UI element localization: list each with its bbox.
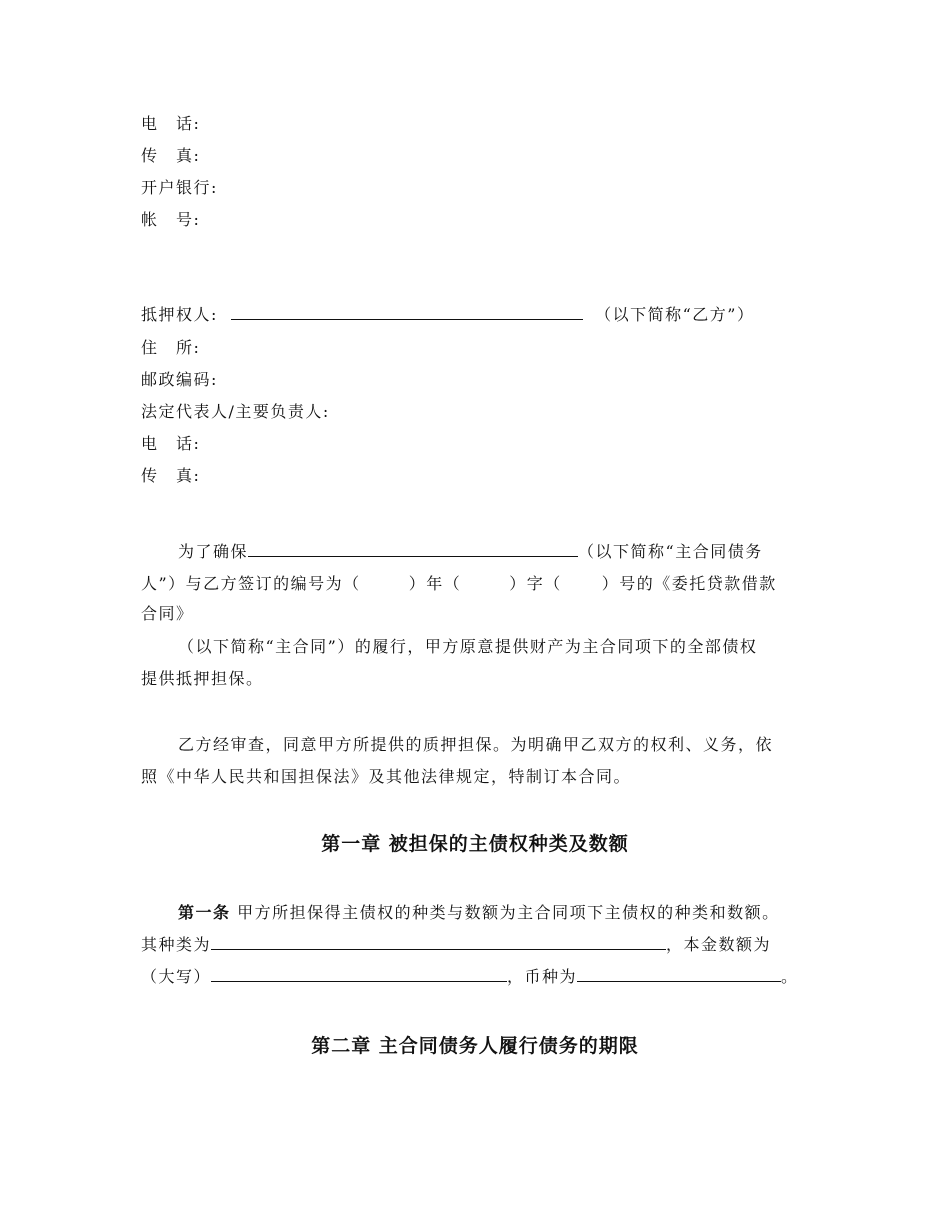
intro-p2-line-2: 提供抵押担保。 (141, 669, 264, 688)
kind-prefix: 其种类为 (141, 935, 212, 954)
chapter-1-title: 第一章 被担保的主债权种类及数额 (321, 833, 629, 855)
party-b-legal-rep-label: 法定代表人/主要负责人: (141, 402, 330, 421)
currency-blank[interactable] (577, 967, 781, 982)
party-b-address-label: 住 所: (141, 338, 201, 357)
contract-number-d: ）号的《委托贷款借款 (601, 574, 777, 593)
capital-prefix: （大写） (141, 967, 212, 986)
contract-number-c: ）字（ (509, 574, 562, 593)
intro-p2-line-1: （以下简称“主合同”）的履行，甲方原意提供财产为主合同项下的全部债权 (178, 637, 758, 656)
mortgagee-label: 抵押权人: (141, 305, 218, 324)
mortgagee-suffix: （以下简称“乙方”） (595, 305, 755, 324)
contract-number-b: ）年（ (408, 574, 462, 593)
intro-suffix: （以下简称“主合同债务 (578, 542, 763, 561)
chapter-2-title: 第二章 主合同债务人履行债务的期限 (311, 1035, 639, 1057)
article-1-line (178, 903, 780, 923)
article-1-kind-line (141, 935, 771, 955)
end-mark: 。 (781, 967, 799, 986)
party-b-fax-label: 传 真: (141, 466, 201, 485)
party-b-postal-label: 邮政编码: (141, 370, 218, 389)
article-1-label: 第一条 (178, 903, 231, 922)
intro-line-3: 合同》 (141, 604, 194, 623)
intro-prefix: 为了确保 (178, 542, 249, 561)
article-1-amount-line (141, 967, 799, 987)
debtor-blank[interactable] (248, 542, 578, 557)
amount-suffix: ，本金数额为 (666, 935, 772, 954)
intro-line-1 (178, 542, 763, 562)
intro-p3-line-2: 照《中华人民共和国担保法》及其他法律规定，特制订本合同。 (141, 767, 632, 786)
kind-blank[interactable] (211, 935, 666, 950)
mortgagee-name-blank[interactable] (231, 305, 583, 320)
party-a-phone-label: 电 话: (141, 114, 201, 133)
contract-number-a: 人”）与乙方签订的编号为（ (141, 574, 361, 593)
party-a-fax-label: 传 真: (141, 146, 201, 165)
capital-amount-blank[interactable] (211, 967, 507, 982)
party-a-bank-label: 开户银行: (141, 178, 218, 197)
intro-p3-line-1: 乙方经审查，同意甲方所提供的质押担保。为明确甲乙双方的权利、义务，依 (178, 735, 774, 754)
mortgagee-line (141, 305, 754, 325)
party-b-phone-label: 电 话: (141, 434, 201, 453)
intro-line-2 (141, 574, 777, 594)
party-a-account-label: 帐 号: (141, 210, 201, 229)
article-1-text: 甲方所担保得主债权的种类与数额为主合同项下主债权的种类和数额。 (237, 903, 780, 922)
currency-label: ，币种为 (507, 967, 578, 986)
